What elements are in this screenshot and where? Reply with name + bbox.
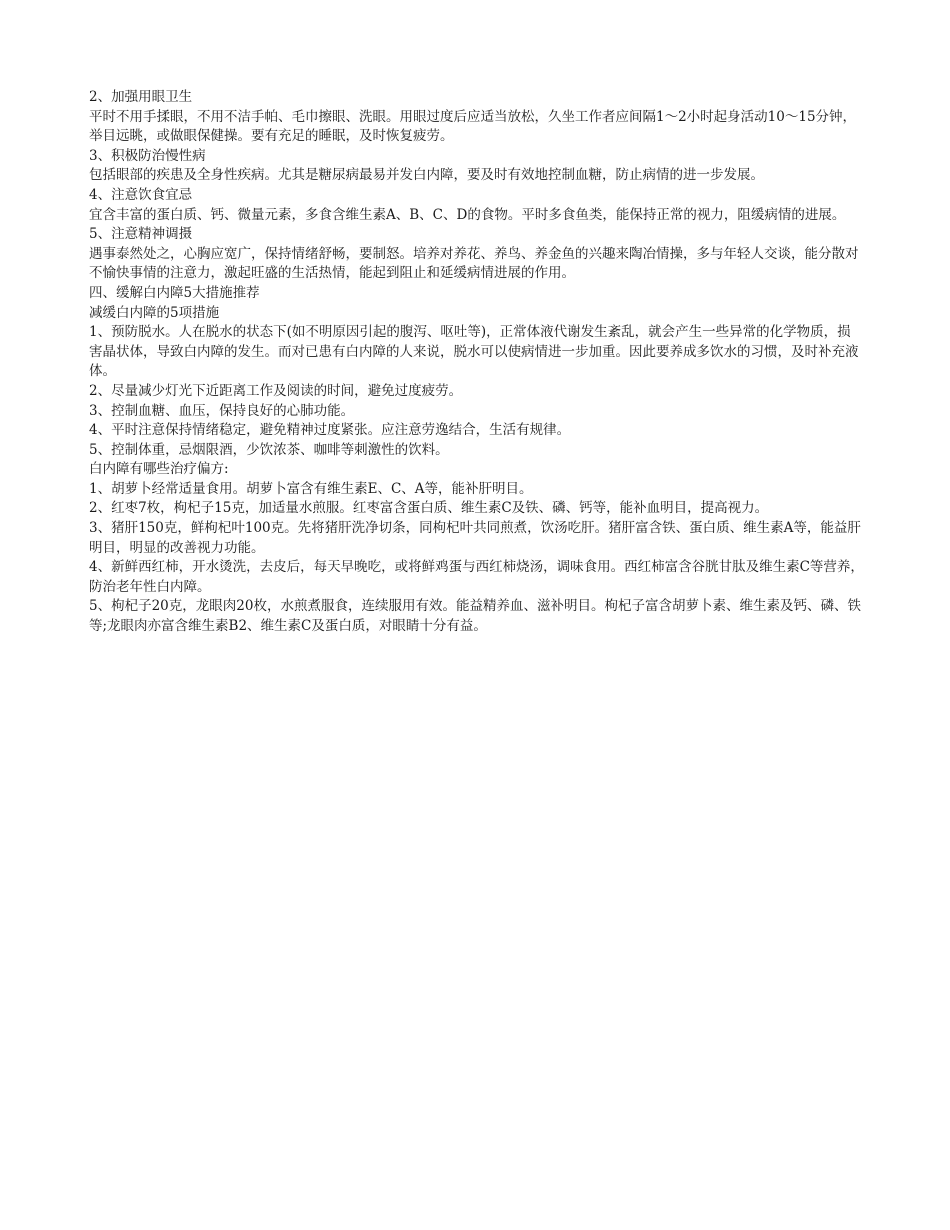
paragraph-chronic-disease: 包括眼部的疾患及全身性疾病。尤其是糖尿病最易并发白内障，要及时有效地控制血糖，防止病情的进一步发展。 (89, 167, 764, 184)
list-item-remedy-3: 3、猪肝150克，鲜枸杞叶100克。先将猪肝洗净切条，同枸杞叶共同煎煮，饮汤吃肝。猪肝富含铁、蛋白质、维生素A等，能益肝明目，明显的改善视力功能。 (89, 520, 861, 556)
list-item-measure-5: 5、控制体重，忌烟限酒，少饮浓茶、咖啡等刺激性的饮料。 (89, 441, 449, 458)
section-heading-eye-hygiene: 2、加强用眼卫生 (89, 89, 193, 105)
list-item-remedy-5: 5、枸杞子20克，龙眼肉20枚，水煎煮服食，连续服用有效。能益精养血、滋补明目。枸杞子富含胡萝卜素、维生素及钙、磷、铁等;龙眼肉亦富含维生素B2、维生素C及蛋白质，对眼睛十分有益。 (89, 598, 861, 635)
section-heading-diet: 4、注意饮食宜忌 (89, 186, 193, 203)
document-body (89, 88, 864, 637)
subheading-remedies: 白内障有哪些治疗偏方: (89, 461, 229, 478)
subheading-five-measures: 减缓白内障的5项措施 (89, 304, 220, 321)
chapter-heading-five-measures: 四、缓解白内障5大措施推荐 (89, 284, 260, 301)
list-item-measure-2: 2、尽量减少灯光下近距离工作及阅读的时间，避免过度疲劳。 (89, 382, 463, 399)
section-heading-mental: 5、注意精神调摄 (89, 226, 193, 243)
list-item-measure-3: 3、控制血糖、血压，保持良好的心肺功能。 (89, 402, 355, 419)
list-item-measure-4: 4、平时注意保持情绪稳定，避免精神过度紧张。应注意劳逸结合，生活有规律。 (89, 422, 571, 439)
list-item-remedy-1: 1、胡萝卜经常适量食用。胡萝卜富含有维生素E、C、A等，能补肝明目。 (89, 480, 533, 497)
list-item-measure-1: 1、预防脱水。人在脱水的状态下(如不明原因引起的腹泻、呕吐等)，正常体液代谢发生紊乱，就会产生一些异常的化学物质，损害晶状体，导致白内障的发生。而对已患有白内障的人来说，脱水可以使病情进一步加重。因此要养成多饮水的习惯，及时补充液体。 (89, 324, 859, 380)
list-item-remedy-2: 2、红枣7枚，枸杞子15克，加适量水煎服。红枣富含蛋白质、维生素C及铁、磷、钙等，能补血明目，提高视力。 (89, 500, 769, 517)
paragraph-mental: 遇事泰然处之，心胸应宽广，保持情绪舒畅，要制怒。培养对养花、养鸟、养金鱼的兴趣来陶冶情操，多与年轻人交谈，能分散对不愉快事情的注意力，激起旺盛的生活热情，能起到阻止和延缓病情进展的作用。 (89, 245, 859, 282)
section-heading-chronic-disease: 3、积极防治慢性病 (89, 147, 206, 164)
paragraph-eye-hygiene: 平时不用手揉眼，不用不洁手帕、毛巾擦眼、洗眼。用眼过度后应适当放松，久坐工作者应间隔1～2小时起身活动10～15分钟，举目远眺，或做眼保健操。要有充足的睡眠，及时恢复疲劳。 (89, 108, 857, 145)
paragraph-diet: 宜含丰富的蛋白质、钙、微量元素，多食含维生素A、B、C、D的食物。平时多食鱼类，能保持正常的视力，阻缓病情的进展。 (89, 206, 846, 223)
list-item-remedy-4: 4、新鲜西红柿，开水烫洗，去皮后，每天早晚吃，或将鲜鸡蛋与西红柿烧汤，调味食用。西红柿富含谷胱甘肽及维生素C等营养，防治老年性白内障。 (89, 559, 864, 595)
